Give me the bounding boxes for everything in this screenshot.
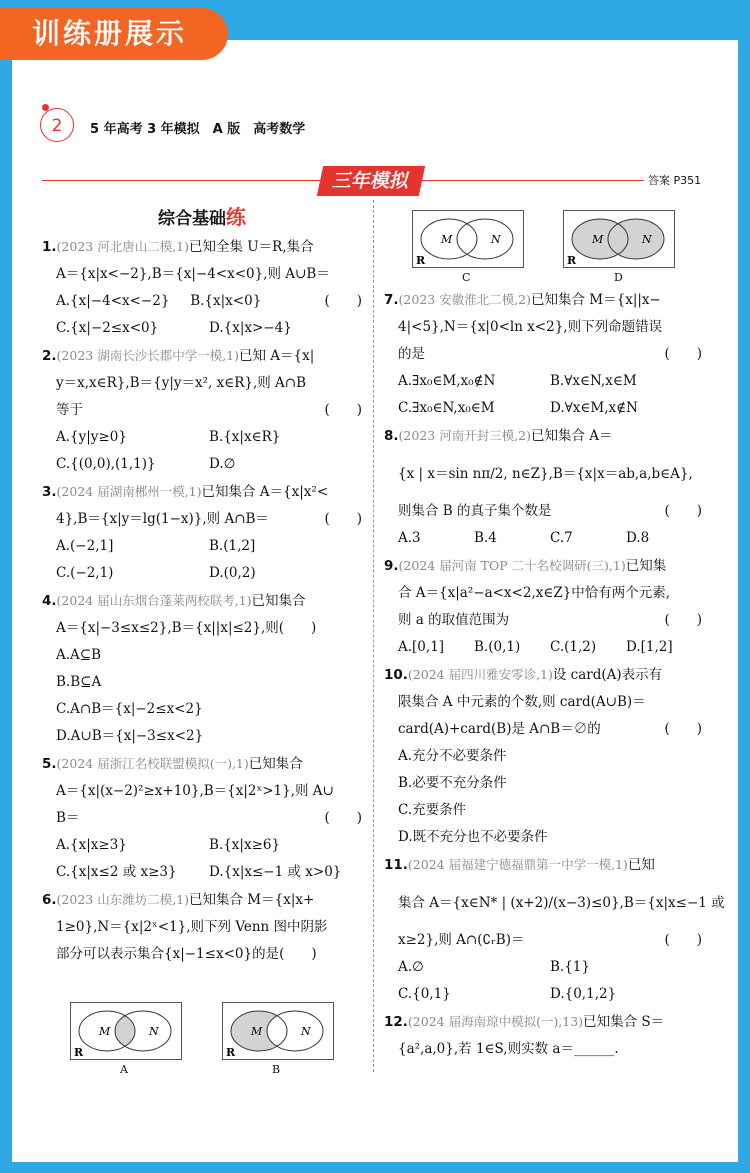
question-header xyxy=(42,233,362,261)
venn-caption: A xyxy=(120,1063,128,1076)
venn-svg xyxy=(71,1003,181,1059)
question-number: 2. xyxy=(42,348,57,364)
option-choice: A.{x|x≥3} xyxy=(56,837,127,853)
question-number: 3. xyxy=(42,484,57,500)
line-text: C.充要条件 xyxy=(398,802,467,818)
answer-bracket: ( ) xyxy=(324,402,362,418)
question-line xyxy=(384,743,702,770)
option-choice: C.{0,1} xyxy=(398,986,451,1002)
answer-bracket: ( ) xyxy=(664,346,702,362)
line-text: 4|<5},N＝{x|0<ln x<2},则下列命题错误 xyxy=(398,319,663,335)
option-row xyxy=(42,832,362,859)
option-choice: D.{x|x>−4} xyxy=(209,320,292,336)
question-header xyxy=(384,851,702,879)
option-choice: C.(1,2) xyxy=(550,639,597,655)
option-choice: C.{x|−2≤x<0} xyxy=(56,320,159,336)
question-header xyxy=(42,587,362,615)
line-text: 的是 xyxy=(398,346,425,362)
option-choice: B.{1} xyxy=(550,959,590,975)
venn-svg xyxy=(564,211,674,267)
question-text: 已知 xyxy=(627,857,655,873)
option-choice: C.{x|x≤2 或 x≥3} xyxy=(56,864,177,880)
option-choice: D.∅ xyxy=(209,456,236,472)
line-text: B＝ xyxy=(56,810,80,826)
set-m-label: M xyxy=(99,1025,111,1038)
venn-diagram xyxy=(70,1002,182,1060)
set-n-label: N xyxy=(301,1025,311,1038)
question-text: 已知集合 xyxy=(248,756,303,772)
option-choice: C.(−2,1) xyxy=(56,565,114,581)
option-row xyxy=(384,981,702,1008)
question-number: 7. xyxy=(384,292,399,308)
option-row xyxy=(42,533,362,560)
option-choice: C.{(0,0),(1,1)} xyxy=(56,456,156,472)
question-header xyxy=(384,1008,702,1036)
set-n-label: N xyxy=(149,1025,159,1038)
universe-label: R xyxy=(74,1046,84,1059)
question-number: 5. xyxy=(42,756,57,772)
answer-bracket: ( ) xyxy=(664,932,702,948)
question-header xyxy=(42,750,362,778)
question-line xyxy=(384,341,702,368)
question-line xyxy=(384,1036,702,1063)
option-choice: D.(0,2) xyxy=(209,565,256,581)
question-source: (2024 届山东烟台蓬莱两校联考,1) xyxy=(56,593,252,608)
line-text: 则 a 的取值范围为 xyxy=(398,612,510,628)
line-text: 等于 xyxy=(56,402,83,418)
question-number: 9. xyxy=(384,558,399,574)
option-choice: D.{x|x≤−1 或 x>0} xyxy=(209,864,342,880)
option-row xyxy=(42,560,362,587)
question-header xyxy=(42,342,362,370)
question-line xyxy=(42,696,362,723)
line-text: 则集合 B 的真子集个数是 xyxy=(398,503,552,519)
option-row xyxy=(42,451,362,478)
line-text: {x | x＝sin nπ/2, n∈Z},B＝{x|x＝ab,a,b∈A}, xyxy=(398,466,693,482)
set-n-ellipse xyxy=(457,219,513,259)
line-text: D.A∪B＝{x|−3≤x<2} xyxy=(56,728,204,744)
right-column xyxy=(384,286,725,1063)
question-header xyxy=(384,552,702,580)
venn-diagram xyxy=(563,210,675,268)
option-choice: A.∃x₀∈M,x₀∉N xyxy=(398,373,496,389)
question-source: (2024 届福建宁德福鼎第一中学一模,1) xyxy=(407,857,628,872)
question-text: 已知全集 U＝R,集合 xyxy=(189,239,314,255)
left-question-lines xyxy=(42,233,362,968)
option-choice: B.4 xyxy=(474,530,497,546)
venn-diagram xyxy=(222,1002,334,1060)
question-source: (2023 河南开封三模,2) xyxy=(398,428,531,443)
question-text: 已知集合 xyxy=(251,593,306,609)
set-m-label: M xyxy=(592,233,604,246)
question-number: 6. xyxy=(42,892,57,908)
option-choice: D.8 xyxy=(626,530,650,546)
question-line xyxy=(384,716,702,743)
option-choice: A.3 xyxy=(398,530,421,546)
option-choice: A.{y|y≥0} xyxy=(56,429,127,445)
venn-caption: B xyxy=(272,1063,281,1076)
question-text: 已知集合 S＝ xyxy=(583,1014,665,1030)
option-row xyxy=(384,634,702,661)
question-line xyxy=(384,770,702,797)
question-number: 10. xyxy=(384,667,408,683)
set-m-label: M xyxy=(441,233,453,246)
question-number: 11. xyxy=(384,857,408,873)
question-line xyxy=(384,927,702,954)
question-line xyxy=(42,914,362,941)
answer-bracket: ( ) xyxy=(664,721,702,737)
universe-label: R xyxy=(226,1046,236,1059)
page-number: 2 xyxy=(40,108,74,142)
question-header xyxy=(384,661,702,689)
question-number: 1. xyxy=(42,239,57,255)
option-choice: D.[1,2] xyxy=(626,639,673,655)
line-text: 4},B＝{x|y＝lg(1−x)},则 A∩B＝ xyxy=(56,511,269,527)
question-line xyxy=(42,778,362,805)
venn-svg xyxy=(413,211,523,267)
option-row xyxy=(42,315,362,342)
option-choice: A.{x|−4<x<−2} xyxy=(56,293,170,309)
line-text: card(A)+card(B)是 A∩B＝∅的 xyxy=(398,721,601,737)
question-source: (2023 湖南长沙长郡中学一模,1) xyxy=(56,348,239,363)
option-choice: B.(0,1) xyxy=(474,639,521,655)
venn-diagram xyxy=(412,210,524,268)
question-line xyxy=(42,669,362,696)
line-text: C.A∩B＝{x|−2≤x<2} xyxy=(56,701,203,717)
option-choice: D.{0,1,2} xyxy=(550,986,617,1002)
practice-subtitle-main: 综合基础 xyxy=(158,209,226,229)
answer-bracket: ( ) xyxy=(664,612,702,628)
option-row xyxy=(384,954,702,981)
set-n-label: N xyxy=(491,233,501,246)
question-number: 12. xyxy=(384,1014,408,1030)
line-text: B.B⊆A xyxy=(56,674,102,690)
question-line xyxy=(42,723,362,750)
question-line xyxy=(384,797,702,824)
question-line xyxy=(42,941,362,968)
answer-bracket: ( ) xyxy=(324,511,362,527)
line-text: A＝{x|(x−2)²≥x+10},B＝{x|2ˣ>1},则 A∪ xyxy=(56,783,334,799)
question-source: (2024 届浙江名校联盟模拟(一),1) xyxy=(56,756,249,771)
question-line xyxy=(384,450,702,498)
venn-caption: C xyxy=(462,271,471,284)
question-text: 设 card(A)表示有 xyxy=(552,667,663,683)
question-line xyxy=(42,370,362,397)
option-choice: A.∅ xyxy=(398,959,424,975)
question-line xyxy=(384,498,702,525)
venn-caption: D xyxy=(614,271,623,284)
question-text: 已知集合 A＝ xyxy=(531,428,613,444)
line-text: A.A⊆B xyxy=(56,647,102,663)
book-title: 5 年高考 3 年模拟 A 版 高考数学 xyxy=(90,122,306,137)
set-n-label: N xyxy=(642,233,652,246)
question-line xyxy=(384,314,702,341)
question-header xyxy=(42,478,362,506)
question-line xyxy=(42,642,362,669)
question-header xyxy=(384,422,702,450)
question-line xyxy=(42,261,362,288)
answer-bracket: ( ) xyxy=(664,503,702,519)
line-text: x≥2},则 A∩(∁ᵣB)＝ xyxy=(398,932,525,948)
left-column xyxy=(42,204,362,968)
line-text: A.充分不必要条件 xyxy=(398,748,507,764)
option-choice: A.(−2,1] xyxy=(56,538,114,554)
question-line xyxy=(384,580,702,607)
question-source: (2023 河北唐山二模,1) xyxy=(56,239,189,254)
question-line xyxy=(42,615,362,642)
line-text: 集合 A＝{x∈N* | (x+2)/(x−3)≤0},B＝{x|x≤−1 或 xyxy=(398,895,725,911)
question-source: (2023 山东潍坊二模,1) xyxy=(56,892,189,907)
set-m-label: M xyxy=(251,1025,263,1038)
question-line xyxy=(384,879,725,927)
line-text: B.必要不充分条件 xyxy=(398,775,507,791)
question-text: 已知 A＝{x| xyxy=(239,348,315,364)
question-line xyxy=(42,506,362,533)
section-title: 三年模拟 xyxy=(317,166,425,196)
question-number: 4. xyxy=(42,593,57,609)
venn-svg xyxy=(223,1003,333,1059)
question-number: 8. xyxy=(384,428,399,444)
option-choice: D.∀x∈M,x∉N xyxy=(550,400,638,416)
question-text: 已知集合 M＝{x|x+ xyxy=(189,892,315,908)
option-row xyxy=(384,368,702,395)
question-line xyxy=(384,607,702,634)
option-choice: C.∃x₀∈N,x₀∈M xyxy=(398,400,495,416)
line-text: 合 A＝{x|a²−a<x<2,x∈Z}中恰有两个元素, xyxy=(398,585,671,601)
question-header xyxy=(42,886,362,914)
question-line xyxy=(384,689,702,716)
question-source: (2024 届海南琼中模拟(一),13) xyxy=(407,1014,584,1029)
option-choice: B.∀x∈N,x∈M xyxy=(550,373,637,389)
option-choice: A.[0,1] xyxy=(398,639,445,655)
question-text: 已知集 xyxy=(625,558,667,574)
question-source: (2024 届河南 TOP 二十名校调研(三),1) xyxy=(398,558,626,573)
answer-reference: 答案 P351 xyxy=(648,174,702,187)
question-line xyxy=(42,397,362,424)
line-text: y＝x,x∈R},B＝{y|y＝x², x∈R},则 A∩B xyxy=(56,375,307,391)
question-source: (2024 届四川雅安零诊,1) xyxy=(407,667,553,682)
universe-label: R xyxy=(567,254,577,267)
line-text: D.既不充分也不必要条件 xyxy=(398,829,548,845)
option-choice: B.{x|x∈R} xyxy=(209,429,281,445)
right-question-lines xyxy=(384,286,725,1063)
option-row xyxy=(384,395,702,422)
option-choice: B.(1,2] xyxy=(209,538,256,554)
question-header xyxy=(384,286,702,314)
option-choice: B.{x|x≥6} xyxy=(209,837,281,853)
line-text: A＝{x|x<−2},B＝{x|−4<x<0},则 A∪B＝ xyxy=(56,266,330,282)
line-text: 1≥0},N＝{x|2ˣ<1},则下列 Venn 图中阴影 xyxy=(56,919,328,935)
option-row xyxy=(384,525,702,552)
question-source: (2023 安徽淮北二模,2) xyxy=(398,292,531,307)
line-text: {a²,a,0},若 1∈S,则实数 a＝______. xyxy=(398,1041,619,1057)
answer-bracket: ( ) xyxy=(324,293,362,309)
answer-bracket: ( ) xyxy=(324,810,362,826)
practice-subtitle-accent: 练 xyxy=(226,205,246,229)
line-text: 限集合 A 中元素的个数,则 card(A∪B)＝ xyxy=(398,694,646,710)
promo-banner: 训练册展示 xyxy=(0,8,228,60)
question-line xyxy=(42,805,362,832)
question-text: 已知集合 M＝{x||x− xyxy=(531,292,661,308)
option-choice: B.{x|x<0} xyxy=(190,293,262,309)
line-text: A＝{x|−3≤x≤2},B＝{x||x|≤2},则( ) xyxy=(56,620,317,636)
option-row xyxy=(42,859,362,886)
question-text: 已知集合 A＝{x|x²< xyxy=(201,484,329,500)
option-row xyxy=(42,288,324,315)
option-row xyxy=(42,424,362,451)
column-divider xyxy=(373,200,374,1072)
line-text: 部分可以表示集合{x|−1≤x<0}的是( ) xyxy=(56,946,317,962)
question-line xyxy=(384,824,702,851)
universe-label: R xyxy=(416,254,426,267)
practice-subtitle xyxy=(42,204,362,233)
question-source: (2024 届湖南郴州一模,1) xyxy=(56,484,202,499)
option-choice: C.7 xyxy=(550,530,573,546)
